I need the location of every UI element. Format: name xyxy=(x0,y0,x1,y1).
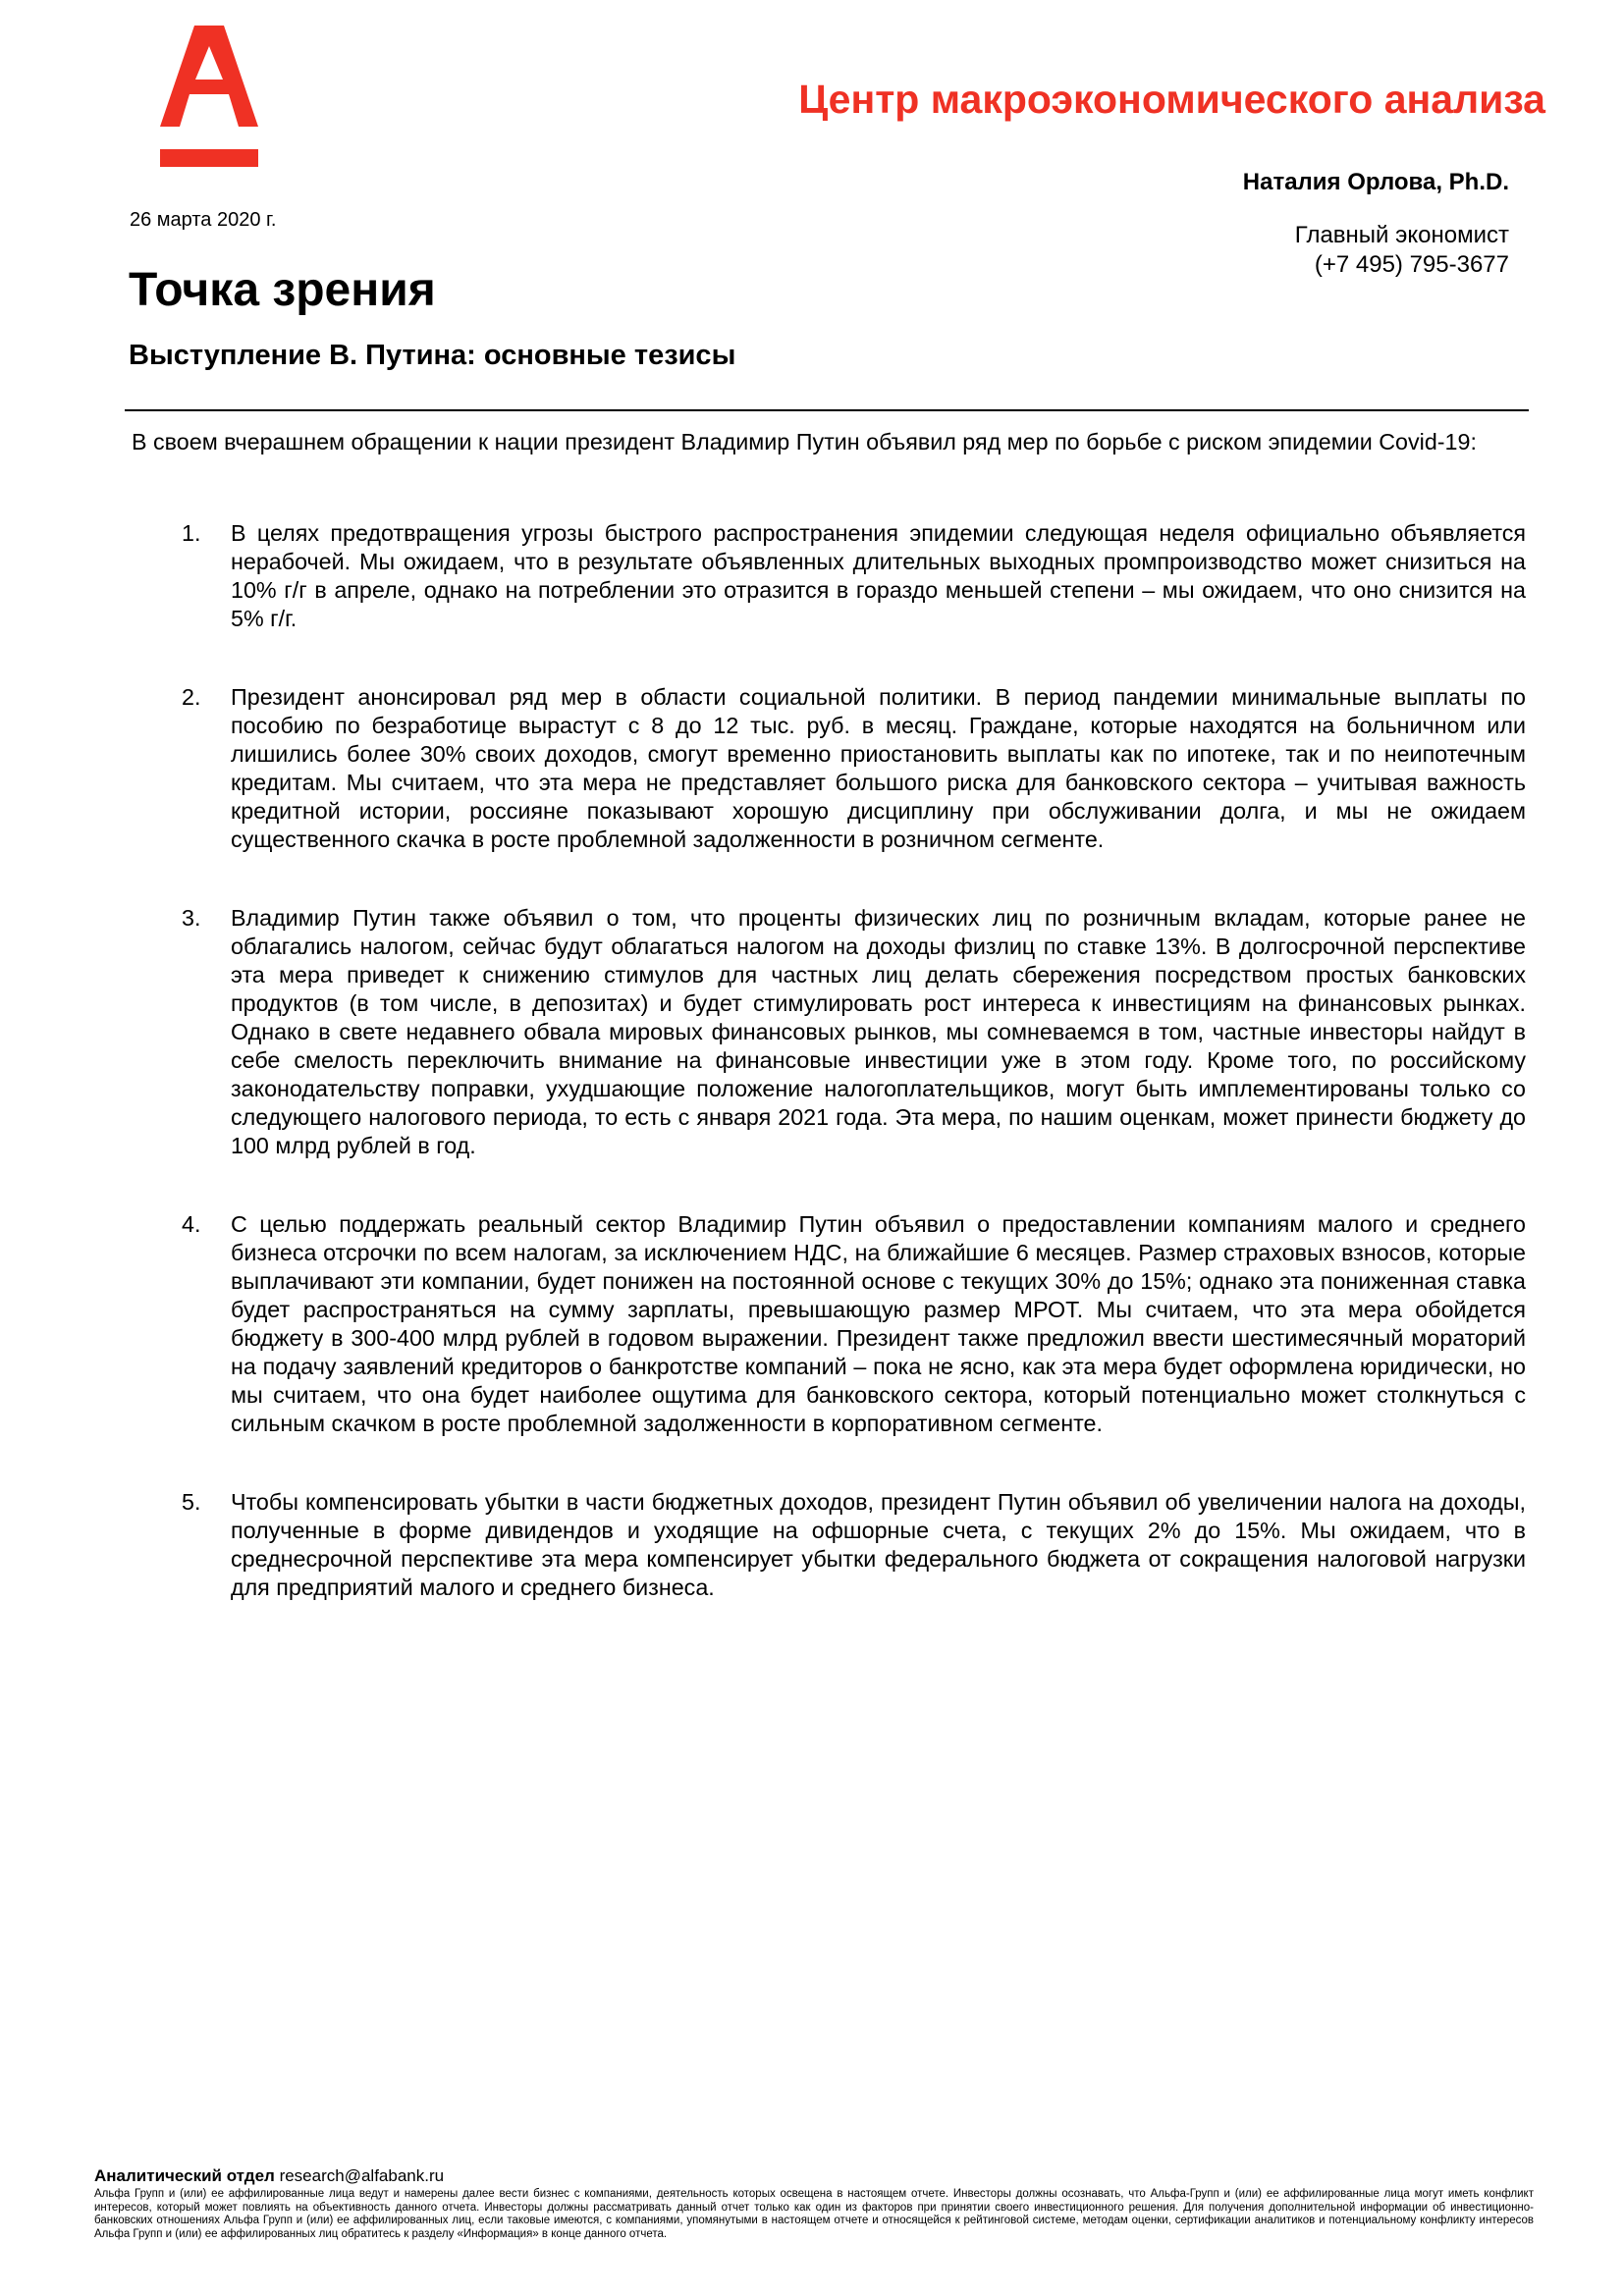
measure-item xyxy=(132,519,1526,633)
report-date: 26 марта 2020 г. xyxy=(130,209,277,231)
measures-list xyxy=(132,519,1526,1602)
page-subtitle: Выступление В. Путина: основные тезисы xyxy=(129,340,736,371)
author-name: Наталия Орлова, Ph.D. xyxy=(1242,169,1509,195)
footer-contact xyxy=(94,2166,1534,2186)
center-title: Центр макроэкономического анализа xyxy=(798,77,1545,122)
measure-text: Чтобы компенсировать убытки в части бюджетных доходов, президент Путин объявил об увеличении налога на доходы, полученные в форме дивидендов и уходящие на офшорные счета, с текущих 2% до 15%. Мы ожидаем, что в среднесрочной перспективе эта мера компенсирует убытки федерального бюджета от сокращения налоговой нагрузки для предприятий малого и среднего бизнеса. xyxy=(231,1489,1526,1600)
measure-item xyxy=(132,1488,1526,1602)
author-phone: (+7 495) 795-3677 xyxy=(1314,251,1509,278)
footer xyxy=(94,2166,1534,2241)
measure-number: 4. xyxy=(182,1211,201,1237)
measure-number: 2. xyxy=(182,684,201,710)
measure-item xyxy=(132,904,1526,1160)
intro-paragraph: В своем вчерашнем обращении к нации президент Владимир Путин объявил ряд мер по борьбе с риском эпидемии Covid-19: xyxy=(132,429,1477,454)
footer-department: Аналитический отдел xyxy=(94,2166,275,2185)
measure-number: 1. xyxy=(182,520,201,546)
logo-underline xyxy=(160,149,258,167)
measure-text: Президент анонсировал ряд мер в области социальной политики. В период пандемии минимальные выплаты по пособию по безработице вырастут с 8 до 12 тыс. руб. в месяц. Граждане, которые находятся на больничном или лишились более 30% своих доходов, смогут временно приостановить выплаты как по ипотеке, так и по неипотечным кредитам. Мы считаем, что эта мера не представляет большого риска для банковского сектора – учитывая важность кредитной истории, россияне показывают хорошую дисциплину при обслуживании долга, и мы не ожидаем существенного скачка в росте проблемной задолженности в розничном сегменте. xyxy=(231,684,1526,852)
measure-text: Владимир Путин также объявил о том, что проценты физических лиц по розничным вкладам, которые ранее не облагались налогом, сейчас будут облагаться налогом на доходы физлиц по ставке 13%. В долгосрочной перспективе эта мера приведет к снижению стимулов для частных лиц делать сбережения посредством простых банковских продуктов (в том числе, в депозитах) и будет стимулировать рост интереса к инвестициям на финансовых рынках. Однако в свете недавнего обвала мировых финансовых рынков, мы сомневаемся в том, частные инвесторы найдут в себе смелость переключить внимание на финансовые инвестиции уже в этом году. Кроме того, по российскому законодательству поправки, ухудшающие положение налогоплательщиков, могут быть имплементированы только со следующего налогового периода, то есть с января 2021 года. Эта мера, по нашим оценкам, может принести бюджету до 100 млрд рублей в год. xyxy=(231,905,1526,1158)
measure-number: 3. xyxy=(182,905,201,931)
measure-text: С целью поддержать реальный сектор Владимир Путин объявил о предоставлении компаниям малого и среднего бизнеса отсрочки по всем налогам, за исключением НДС, на ближайшие 6 месяцев. Размер страховых взносов, которые выплачивают эти компании, будет понижен на постоянной основе с текущих 30% до 15%; однако эта пониженная ставка будет распространяться на сумму зарплаты, превышающую размер МРОТ. Мы считаем, что эта мера обойдется бюджету в 300-400 млрд рублей в годовом выражении. Президент также предложил ввести шестимесячный мораторий на подачу заявлений кредиторов о банкротстве компаний – пока не ясно, как эта мера будет оформлена юридически, но мы считаем, что она будет наиболее ощутима для банковского сектора, который потенциально может столкнуться с сильным скачком в росте проблемной задолженности в корпоративном сегменте. xyxy=(231,1211,1526,1436)
measure-text: В целях предотвращения угрозы быстрого распространения эпидемии следующая неделя официально объявляется нерабочей. Мы ожидаем, что в результате объявленных длительных выходных промпроизводство может снизиться на 10% г/г в апреле, однако на потреблении это отразится в гораздо меньшей степени – мы ожидаем, что оно снизится на 5% г/г. xyxy=(231,520,1526,631)
author-role: Главный экономист xyxy=(1294,222,1509,248)
footer-disclaimer: Альфа Групп и (или) ее аффилированные лица ведут и намерены далее вести бизнес с компаниями, деятельность которых освещена в настоящем отчете. Инвесторы должны осознавать, что Альфа-Групп и (или) ее аффилированные лица могут иметь конфликт интересов, который может повлиять на объективность данного отчета. Инвесторы должны рассматривать данный отчет только как один из факторов при принятии своего инвестиционного решения. Для получения дополнительной информации об инвестиционно-банковских отношениях Альфа Групп и (или) ее аффилированных лиц, если таковые имеются, с компаниями, упомянутыми в настоящем отчете и относящейся к рейтинговой системе, методам оценки, сертификации аналитиков и потенциальному конфликту интересов Альфа Групп и (или) ее аффилированных лиц обратитесь к разделу «Информация» в конце данного отчета. xyxy=(94,2188,1534,2240)
measure-number: 5. xyxy=(182,1489,201,1515)
footer-email-link[interactable]: research@alfabank.ru xyxy=(279,2166,445,2185)
measure-item xyxy=(132,1210,1526,1438)
page-title: Точка зрения xyxy=(129,264,436,316)
alfa-bank-logo xyxy=(160,26,258,167)
header-divider xyxy=(125,409,1529,411)
measure-item xyxy=(132,683,1526,854)
